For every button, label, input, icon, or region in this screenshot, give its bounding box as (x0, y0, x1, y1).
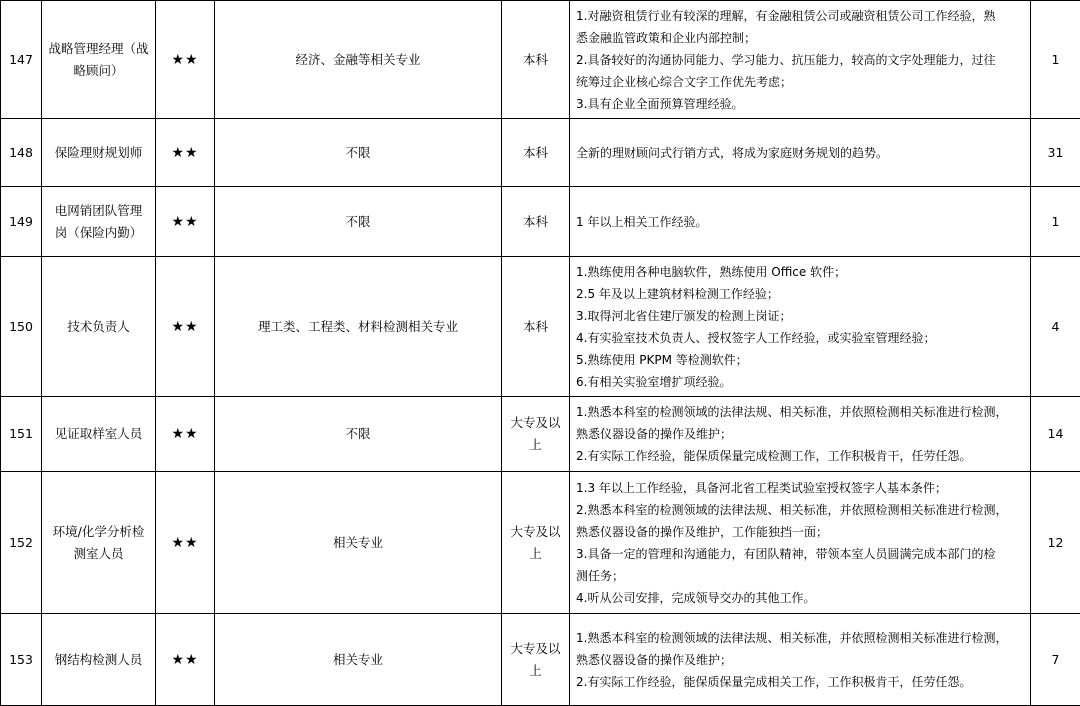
row-id-cell: 150 (1, 257, 42, 397)
education-line: 上 (502, 543, 569, 565)
requirements-cell (570, 614, 1031, 706)
education-line: 大专及以 (502, 412, 569, 434)
position-line: 电网销团队管理 (48, 200, 149, 222)
major-cell: 相关专业 (215, 614, 502, 706)
requirement-line: 1.对融资租赁行业有较深的理解，有金融租赁公司或融资租赁公司工作经验，熟 (576, 5, 1024, 27)
requirement-line: 2.有实际工作经验，能保质保量完成相关工作，工作积极肯干，任劳任怨。 (576, 671, 1024, 693)
requirement-line: 熟悉仪器设备的操作及维护，工作能独挡一面； (576, 521, 1024, 543)
education-line: 上 (502, 660, 569, 682)
requirement-line: 1 年以上相关工作经验。 (576, 211, 1024, 233)
education-cell (502, 187, 570, 257)
education-line: 上 (502, 434, 569, 456)
requirement-line: 4.有实验室技术负责人、授权签字人工作经验，或实验室管理经验； (576, 327, 1024, 349)
star-rating: ★★ (156, 1, 215, 119)
star-rating: ★★ (156, 187, 215, 257)
position-line: 略顾问） (48, 60, 149, 82)
headcount-cell: 1 (1031, 187, 1080, 257)
star-rating: ★★ (156, 257, 215, 397)
requirements-cell (570, 257, 1031, 397)
requirement-line: 全新的理财顾问式行销方式，将成为家庭财务规划的趋势。 (576, 142, 1024, 164)
table-body (1, 1, 1080, 706)
star-rating: ★★ (156, 614, 215, 706)
position-cell (42, 187, 156, 257)
headcount-cell: 12 (1031, 472, 1080, 614)
requirements-cell (570, 187, 1031, 257)
education-line: 大专及以 (502, 638, 569, 660)
position-cell (42, 1, 156, 119)
major-cell: 不限 (215, 397, 502, 472)
requirement-line: 1.熟悉本科室的检测领域的法律法规、相关标准，并依照检测相关标准进行检测， (576, 401, 1024, 423)
education-cell (502, 1, 570, 119)
position-cell (42, 472, 156, 614)
education-cell (502, 257, 570, 397)
position-line: 测室人员 (48, 543, 149, 565)
major-cell: 相关专业 (215, 472, 502, 614)
row-id-cell: 152 (1, 472, 42, 614)
headcount-cell: 31 (1031, 119, 1080, 187)
requirement-line: 3.具备一定的管理和沟通能力，有团队精神，带领本室人员圆满完成本部门的检 (576, 543, 1024, 565)
position-line: 见证取样室人员 (48, 423, 149, 445)
requirement-line: 2.熟悉本科室的检测领域的法律法规、相关标准，并依照检测相关标准进行检测， (576, 499, 1024, 521)
table-row (1, 257, 1080, 397)
education-cell (502, 472, 570, 614)
row-id-cell: 147 (1, 1, 42, 119)
requirement-line: 2.具备较好的沟通协同能力、学习能力、抗压能力，较高的文字处理能力，过往 (576, 49, 1024, 71)
major-cell: 不限 (215, 119, 502, 187)
requirement-line: 熟悉仪器设备的操作及维护； (576, 649, 1024, 671)
education-cell (502, 119, 570, 187)
position-line: 保险理财规划师 (48, 142, 149, 164)
position-cell (42, 397, 156, 472)
row-id-cell: 151 (1, 397, 42, 472)
requirement-line: 1.熟练使用各种电脑软件，熟练使用 Office 软件； (576, 261, 1024, 283)
education-line: 本科 (502, 316, 569, 338)
position-line: 环境/化学分析检 (48, 521, 149, 543)
requirement-line: 2.有实际工作经验，能保质保量完成检测工作，工作积极肯干，任劳任怨。 (576, 445, 1024, 467)
table-row (1, 187, 1080, 257)
requirement-line: 统筹过企业核心综合文字工作优先考虑； (576, 71, 1024, 93)
star-rating: ★★ (156, 119, 215, 187)
row-id-cell: 148 (1, 119, 42, 187)
table-row (1, 397, 1080, 472)
position-line: 岗（保险内勤） (48, 222, 149, 244)
position-cell (42, 119, 156, 187)
requirement-line: 3.具有企业全面预算管理经验。 (576, 93, 1024, 115)
table-row (1, 472, 1080, 614)
education-line: 本科 (502, 142, 569, 164)
position-line: 钢结构检测人员 (48, 649, 149, 671)
requirement-line: 1.3 年以上工作经验，具备河北省工程类试验室授权签字人基本条件； (576, 477, 1024, 499)
education-line: 本科 (502, 211, 569, 233)
position-cell (42, 614, 156, 706)
table-row (1, 614, 1080, 706)
education-cell (502, 614, 570, 706)
education-line: 大专及以 (502, 521, 569, 543)
requirements-cell (570, 472, 1031, 614)
requirement-line: 6.有相关实验室增扩项经验。 (576, 371, 1024, 393)
headcount-cell: 14 (1031, 397, 1080, 472)
requirements-cell (570, 119, 1031, 187)
requirement-line: 5.熟练使用 PKPM 等检测软件； (576, 349, 1024, 371)
headcount-cell: 4 (1031, 257, 1080, 397)
major-cell: 经济、金融等相关专业 (215, 1, 502, 119)
row-id-cell: 149 (1, 187, 42, 257)
major-cell: 理工类、工程类、材料检测相关专业 (215, 257, 502, 397)
table-row (1, 1, 1080, 119)
star-rating: ★★ (156, 397, 215, 472)
requirement-line: 2.5 年及以上建筑材料检测工作经验； (576, 283, 1024, 305)
requirement-line: 1.熟悉本科室的检测领域的法律法规、相关标准，并依照检测相关标准进行检测， (576, 627, 1024, 649)
headcount-cell: 7 (1031, 614, 1080, 706)
requirement-line: 悉金融监管政策和企业内部控制； (576, 27, 1024, 49)
position-line: 战略管理经理（战 (48, 38, 149, 60)
star-rating: ★★ (156, 472, 215, 614)
education-cell (502, 397, 570, 472)
position-cell (42, 257, 156, 397)
requirement-line: 熟悉仪器设备的操作及维护； (576, 423, 1024, 445)
requirement-line: 3.取得河北省住建厅颁发的检测上岗证； (576, 305, 1024, 327)
headcount-cell: 1 (1031, 1, 1080, 119)
requirements-cell (570, 397, 1031, 472)
major-cell: 不限 (215, 187, 502, 257)
position-line: 技术负责人 (48, 316, 149, 338)
table-row (1, 119, 1080, 187)
requirements-cell (570, 1, 1031, 119)
row-id-cell: 153 (1, 614, 42, 706)
requirement-line: 测任务； (576, 565, 1024, 587)
education-line: 本科 (502, 49, 569, 71)
requirement-line: 4.听从公司安排，完成领导交办的其他工作。 (576, 587, 1024, 609)
